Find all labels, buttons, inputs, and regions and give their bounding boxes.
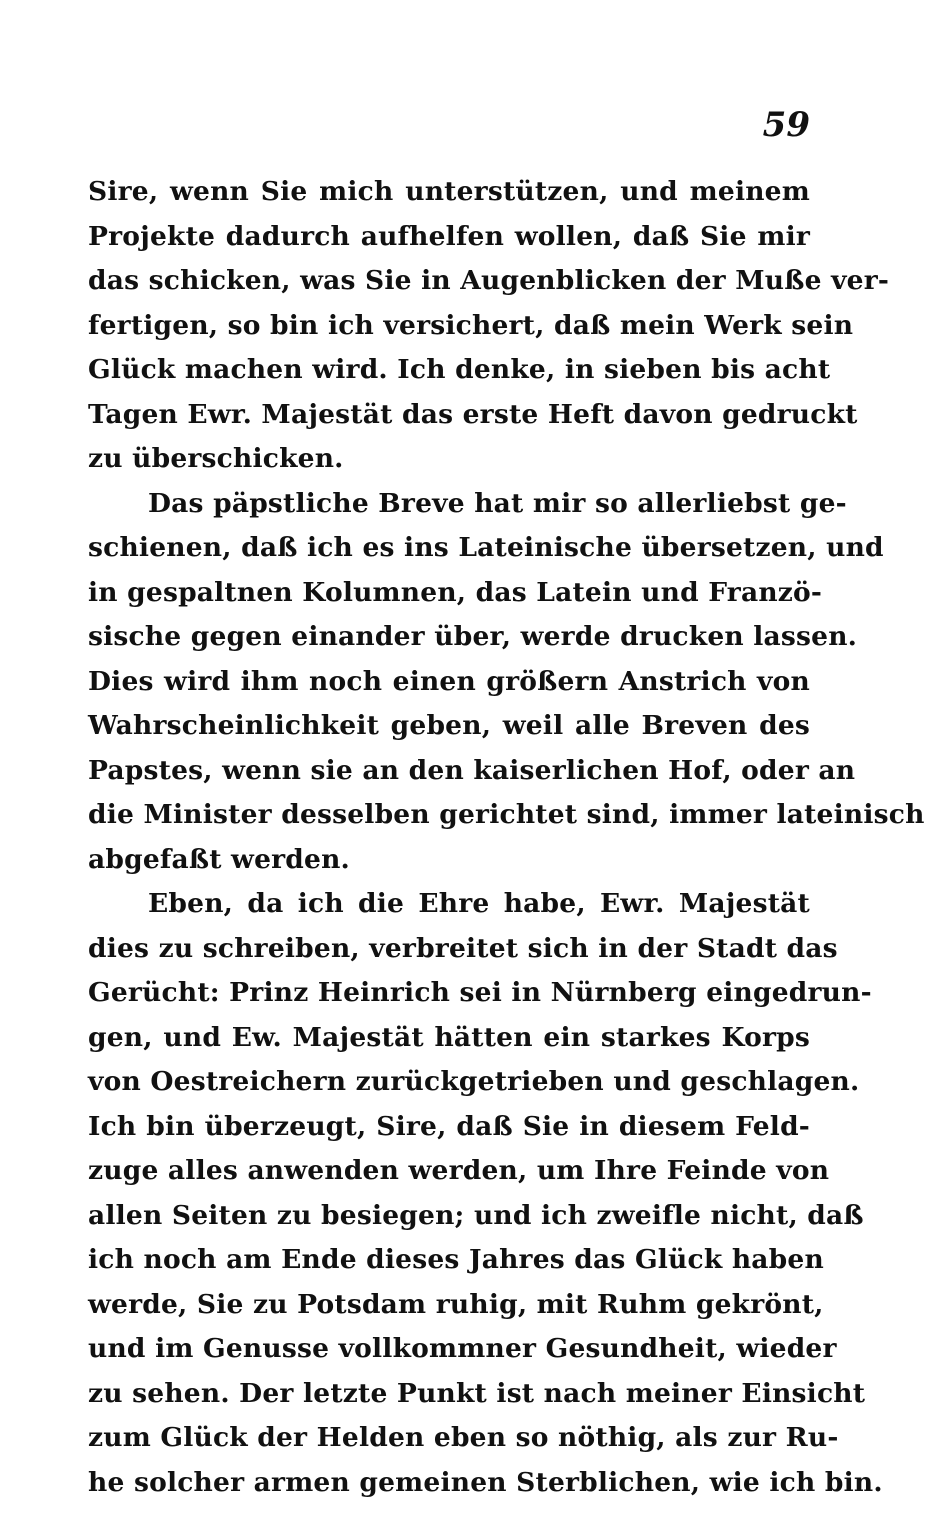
text-line: werde, Sie zu Potsdam ruhig, mit Ruhm gekrönt,	[88, 1288, 824, 1320]
text-line: von Oestreichern zurückgetrieben und geschlagen.	[88, 1066, 860, 1097]
text-line: zu sehen. Der letzte Punkt ist nach meiner Einsicht	[88, 1377, 866, 1409]
text-line: Projekte dadurch aufhelfen wollen, daß Sie mir	[88, 220, 810, 252]
text-line: gen, und Ew. Majestät hätten ein starkes Korps	[88, 1021, 810, 1053]
text-line: Wahrscheinlichkeit geben, weil alle Breven des	[88, 710, 810, 741]
text-line: zuge alles anwenden werden, um Ihre Feinde von	[88, 1155, 830, 1186]
text-line: allen Seiten zu besiegen; und ich zweifle nicht, daß	[88, 1199, 864, 1231]
text-line: Sire, wenn Sie mich unterstützen, und meinem	[88, 176, 810, 207]
text-line: und im Genusse vollkommner Gesundheit, wieder	[88, 1333, 837, 1364]
text-line: he solcher armen gemeinen Sterblichen, wie ich bin.	[88, 1466, 883, 1498]
text-line: Glück machen wird. Ich denke, in sieben bis acht	[88, 354, 831, 385]
text-line: Gerücht: Prinz Heinrich sei in Nürnberg eingedrun-	[88, 977, 872, 1008]
text-line: dies zu schreiben, verbreitet sich in der Stadt das	[88, 932, 838, 964]
text-line: schienen, daß ich es ins Lateinische übersetzen, und	[88, 532, 884, 563]
text-line: Eben, da ich die Ehre habe, Ewr. Majestät	[148, 888, 810, 919]
text-line: in gespaltnen Kolumnen, das Latein und Franzö-	[88, 576, 823, 608]
text-line: ich noch am Ende dieses Jahres das Glück haben	[88, 1244, 824, 1275]
text-line: Ich bin überzeugt, Sire, daß Sie in diesem Feld-	[88, 1110, 810, 1142]
body-text	[88, 170, 925, 1505]
text-line: die Minister desselben gerichtet sind, immer lateinisch	[88, 799, 925, 830]
text-line: sische gegen einander über, werde drucken lassen.	[88, 621, 858, 652]
page-number: 59	[762, 105, 810, 145]
text-line: abgefaßt werden.	[88, 843, 350, 875]
text-line: Das päpstliche Breve hat mir so allerliebst ge-	[148, 487, 847, 519]
text-line: Dies wird ihm noch einen größern Anstrich von	[88, 665, 810, 697]
text-line: Papstes, wenn sie an den kaiserlichen Hof, oder an	[88, 754, 856, 786]
text-line: zum Glück der Helden eben so nöthig, als zur Ru-	[88, 1422, 839, 1453]
text-line: Tagen Ewr. Majestät das erste Heft davon gedruckt	[88, 398, 858, 430]
text-line: zu überschicken.	[88, 443, 344, 474]
text-line: fertigen, so bin ich versichert, daß mein Werk sein	[88, 309, 854, 341]
text-line: das schicken, was Sie in Augenblicken der Muße ver-	[88, 265, 890, 296]
